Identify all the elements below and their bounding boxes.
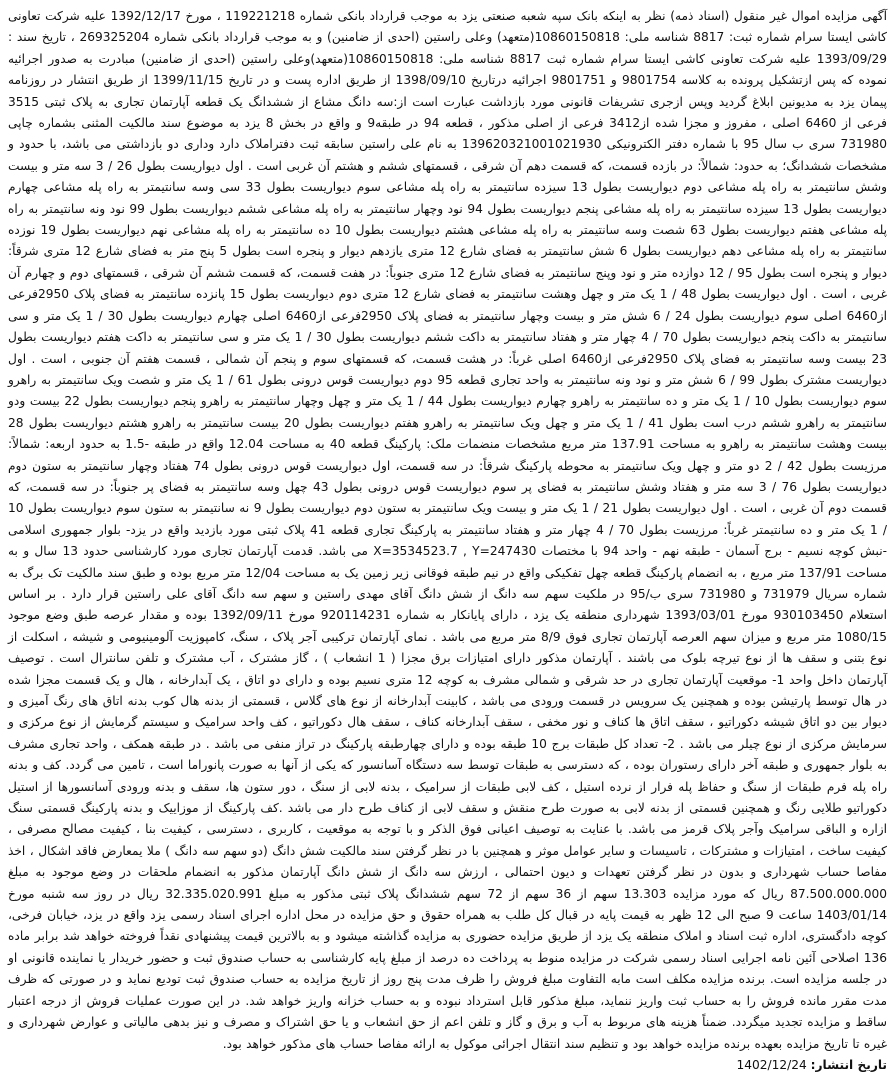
publish-date-line [8,1055,887,1076]
notice-body: آگهی مزایده اموال غیر منقول (اسناد ذمه) نظر به اینکه بانک سپه شعبه صنعتی یزد به موجب قرارداد بانکی شماره 119221218 ، مورخ 1392/12/17 علیه شرکت تعاونی کاشی ایستا سرام شماره ثبت: 8817 شناسه ملی: 10860150818(متعهد) وعلی راستین (احدی از ضامنین) و به موجب قرارداد بانکی شماره 269325204 ، تاریخ سند : 1393/09/29 علیه شرکت تعاونی کاشی ایستا سرام شماره ثبت 8817 شناسه ملی: 10860150818(متعهد)وعلی راستین (احدی از ضامنین) مبادرت به صدور اجرائیه نموده که پس ازتشکیل پرونده به کلاسه 9801754 و 9801751 اجرائیه درتاریخ 1398/09/10 از طریق اداره پست و در تاریخ 1399/11/15 از طریق انتشار در روزنامه پیمان یزد به مدیونین ابلاغ گردید وپس ازجری تشریفات قانونی مورد بازداشت عبارت است از:سه دانگ مشاع از ششدانگ یک قطعه آپارتمان تجاری به پلاک ثبتی 3515 فرعی از 6460 اصلی ، مفروز و مجزا شده از3412 فرعی از اصلی مذکور ، قطعه 94 در طبقه9 و واقع در بخش 8 یزد به موضوع سند مالکیت المثنی بشماره چاپی 731980 سری ب سال 95 با شماره دفتر الکترونیکی 139620321001021930 به نام علی راستین سابقه ثبت دفتراملاک دارد وداری دو بازداشتی می باشد، با حدود و مشخصات ششدانگ؛ به حدود: شمالاً: در بازده قسمت، که قسمت دهم آن شرقی ، قسمتهای ششم و هشتم آن غربی است . اول دیواریست بطول 26 / 3 سه متر و بیست وشش سانتیمتر به راه پله مشاعی دوم دیواریست بطول 13 سیزده سانتیمتر به راه پله مشاعی سوم دیواریست بطول 33 سی وسه سانتیمتر به راه پله مشاعی چهارم دیواریست بطول 13 سیزده سانتیمتر به راه پله مشاعی پنجم دیواریست بطول 94 نود وچهار سانتیمتر به راه پله مشاعی ششم دیواریست بطول 99 نود ونه سانتیمتر به راه پله مشاعی هفتم دیواریست بطول 63 شصت وسه سانتیمتر به راه پله مشاعی هشتم دیواریست بطول 10 ده سانتیمتر به راه پله مشاعی نهم دیواریست بطول 19 نوزده سانتیمتر به راه پله مشاعی دهم دیواریست بطول 6 شش سانتیمتر به فضای شارع 12 متری یازدهم دیوار و پنجره است بطول 5 پنج متر به فضای شارع 12 متری شرقاً: دیوار و پنجره است بطول 95 / 12 دوازده متر و نود وپنج سانتیمتر به فضای شارع 12 متری جنوباً: در هفت قسمت، که قسمت ششم آن شرقی ، قسمتهای دوم و چهارم آن غربی ، است . اول دیواریست بطول 48 / 1 یک متر و چهل وهشت سانتیمتر به فضای شارع 12 متری دوم دیواریست بطول 15 پانزده سانتیمتر به فضای پلاک 2950فرعی از6460 اصلی سوم دیواریست بطول 24 / 6 شش متر و بیست وچهار سانتیمتر به فضای پلاک 2950فرعی از6460 اصلی چهارم دیواریست بطول 30 / 1 یک متر و سی سانتیمتر به داکت پنجم دیواریست بطول 70 / 4 چهار متر و هفتاد سانتیمتر به داکت ششم دیواریست بطول 30 / 1 یک متر و سی سانتیمتر به داکت هفتم دیواریست بطول 23 بیست وسه سانتیمتر به فضای پلاک 2950فرعی از6460 اصلی غرباً: در هشت قسمت، که قسمتهای سوم و پنجم آن شمالی ، قسمت هفتم آن جنوبی ، است . اول دیواریست مشترک بطول 99 / 6 شش متر و نود ونه سانتیمتر به واحد تجاری قطعه 95 دوم دیواریست قوس درونی بطول 61 / 1 یک متر و شصت ویک سانتیمتر به راهرو سوم دیواریست بطول 10 / 1 یک متر و ده سانتیمتر به راهرو چهارم دیواریست بطول 44 / 1 یک متر و چهل وچهار سانتیمتر به راهرو پنجم دیواریست بطول 22 بیست ودو سانتیمتر به راهرو ششم درب است بطول 41 / 1 یک متر و چهل ویک سانتیمتر به راهرو هفتم دیواریست بطول 20 بیست سانتیمتر به راهرو هشتم دیواریست بطول 28 بیست وهشت سانتیمتر به راهرو به مساحت 137.91 متر مربع مشخصات منضمات ملک: پارکینگ قطعه 40 به مساحت 12.04 واقع در طبقه -1.5 به حدود اربعه: شمالاً: مرزیست بطول 42 / 2 دو متر و چهل ویک سانتیمتر به محوطه پارکینگ شرقاً: در سه قسمت، اول دیواریست قوس درونی بطول 74 هفتاد وچهار سانتیمتر به ستون دوم دیواریست بطول 76 / 3 سه متر و هفتاد وشش سانتیمتر به فضای پر سوم دیواریست قوس درونی بطول 43 چهل وسه سانتیمتر به فضای پر جنوباً: در سه قسمت، که قسمت دوم آن غربی ، است . اول دیواریست بطول 21 / 1 یک متر و بیست ویک سانتیمتر به ستون دوم دیواریست بطول 9 نه سانتیمتر به ستون سوم دیواریست بطول 10 / 1 یک متر و ده سانتیمتر غرباً: مرزیست بطول 70 / 4 چهار متر و هفتاد سانتیمتر به پارکینگ تجاری قطعه 41 پلاک ثبتی مورد بازدید واقع در یزد- بلوار جمهوری اسلامی -نبش کوچه نسیم - برج آسمان - طبقه نهم - واحد 94 با مختصات X=3534523.7 , Y=247430 می باشد. قدمت آپارتمان تجاری مورد کارشناسی حدود 13 سال و به مساحت 137/91 متر مربع ، به انضمام پارکینگ قطعه چهل تفکیکی واقع در نیم طبقه فوقانی زیر زمین یک به مساحت 12/04 متر مربع بوده و طبق سند مالکیت تک برگ به شماره سریال 731979 و 731980 سری ب/95 در ملکیت سهم سه دانگ از شش دانگ آقای مهدی راستین و سهم سه دانگ آقای علی راستین قرار دارد . بر اساس استعلام 930103450 مورخ 1393/03/01 شهرداری منطقه یک یزد ، دارای پایانکار به شماره 920114231 مورخ 1392/09/11 بوده و مقدار عرصه طبق وضع موجود 1080/15 متر مربع و میزان سهم العرصه آپارتمان تجاری فوق 8/9 متر مربع می باشد . نمای آپارتمان ترکیبی آجر پلاک ، سنگ، کامپوزیت آلومینیومی و شیشه ، اسکلت از نوع بتنی و سقف ها از نوع تیرچه بلوک می باشند . آپارتمان مذکور دارای امتیازات برق مجزا ( 1 انشعاب ) ، گاز مشترک ، آب مشترک و تلفن سانترال است . توصیف آپارتمان داخل واحد 1- موقعیت آپارتمان تجاری در حد شرقی و شمالی مشرف به کوچه 12 متری نسیم بوده و دارای دو اتاق ، یک آبدارخانه ، هال و یک قسمت مجزا شده در هال توسط پارتیشن بوده و همچنین یک سرویس در قسمت ورودی می باشد ، کابینت آبدارخانه از نوع های گلاس ، قسمتی از بدنه هال کوب بدنه اتاق های رنگ آمیزی و دیوار بین دو اتاق شیشه دکوراتیو ، سقف اتاق ها کناف و نور مخفی ، سقف آبدارخانه کناف ، سقف هال دکوراتیو ، کف واحد سرامیک و سیستم گرمایش از نوع مرکزی و سرمایش مرکزی از نوع چیلر می باشد . 2- تعداد کل طبقات برج 10 طبقه بوده و دارای چهارطبقه پارکینگ در تراز منفی می باشد . در طبقه همکف ، واحد تجاری مشرف به بلوار جمهوری و طبقه آخر دارای رستوران بوده ، که دسترسی به طبقات توسط سه دستگاه آسانسور که یکی از آنها به صورت پانوراما است ، تامین می گردد. کف و بدنه راه پله فرم طبقات از سنگ و حفاظ پله فرار از نرده استیل ، کف لابی طبقات از سرامیک ، بدنه لابی از سنگ ، دور ستون ها، سقف و بدنه ورودی آسانسورها از استیل دکوراتیو طلایی رنگ و همچنین قسمتی از بدنه لابی به صورت طرح منقش و سقف لابی از کناف طرح دار می باشد .کف پارکینگ از موزاییک و بدنه پارکینگ قسمتی سنگ ازاره و الباقی سرامیک وآجر پلاک قرمز می باشد. با عنایت به توصیف اعیانی فوق الذکر و با توجه به موقعیت ، کاربری ، دسترسی ، کیفیت بنا ، کیفیت مصالح مصرفی ، کیفیت ساخت ، امتیازات و مشترکات ، تاسیسات و سایر عوامل موثر و همچنین با در نظر گرفتن سند مالکیت شش دانگ (دو سهم سه دانگ ) ملا یمعارض فاقد اشکال ، اخذ مفاصا حساب شهرداری و بدون در نظر گرفتن تعهدات و دیون احتمالی ، ارزش سه دانگ از شش دانگ آپارتمان مذکور به انضمام ملحقات در وضع موجود به مبلغ 87.500.000.000 ریال که مورد مزایده 13.303 سهم از 36 سهم از 72 سهم ششدانگ پلاک ثبتی مذکور به مبلغ 32.335.020.991 ریال در روز سه شنبه مورخ 1403/01/14 ساعت 9 صبح الی 12 ظهر به قیمت پایه در قبال کل طلب به همراه حقوق و حق مزایده در محل اداره اجرای اسناد رسمی یزد واقع در یزد، خیابان فرخی، کوچه دادگستری، اداره ثبت اسناد و املاک منطقه یک یزد از طریق مزایده حضوری به مزایده گذاشته میشود و به بالاترین قیمت پیشنهادی نقداً فروخته خواهد شد برابر ماده 136 اصلاحی آئین نامه اجرایی اسناد رسمی شرکت در مزایده منوط به پرداخت ده درصد از مبلغ پایه کارشناسی به حساب صندوق ثبت و حضور خریدار یا نماینده قانونی او در جلسه مزایده است. برنده مزایده مکلف است مابه التفاوت مبلغ فروش را ظرف مدت پنج روز از تاریخ مزایده به حساب صندوق ثبت تودیع نماید و در صورتی که ظرف مدت مقرر مانده فروش را به حساب ثبت واریز ننماید، مبلغ مذکور قابل استرداد نبوده و به حساب خزانه واریز خواهد شد. در این صورت عملیات فروش از درجه اعتبار ساقط و مزایده تجدید میگردد. ضمناً هزینه های مربوط به آب و برق و گاز و تلفن اعم از حق انشعاب و یا حق اشتراک و مصرف و نیز بدهی مالیاتی و عوارض شهرداری و غیره تا تاریخ مزایده بعهده برنده مزایده خواهد بود و تنظیم سند انتقال اجرائی موکول به ارائه مفاصا حساب های مذکور خواهد بود. [8,9,888,1051]
publish-date-value: 1402/12/24 [736,1057,807,1072]
publish-date-label: تاریخ انتشار: [810,1057,887,1072]
